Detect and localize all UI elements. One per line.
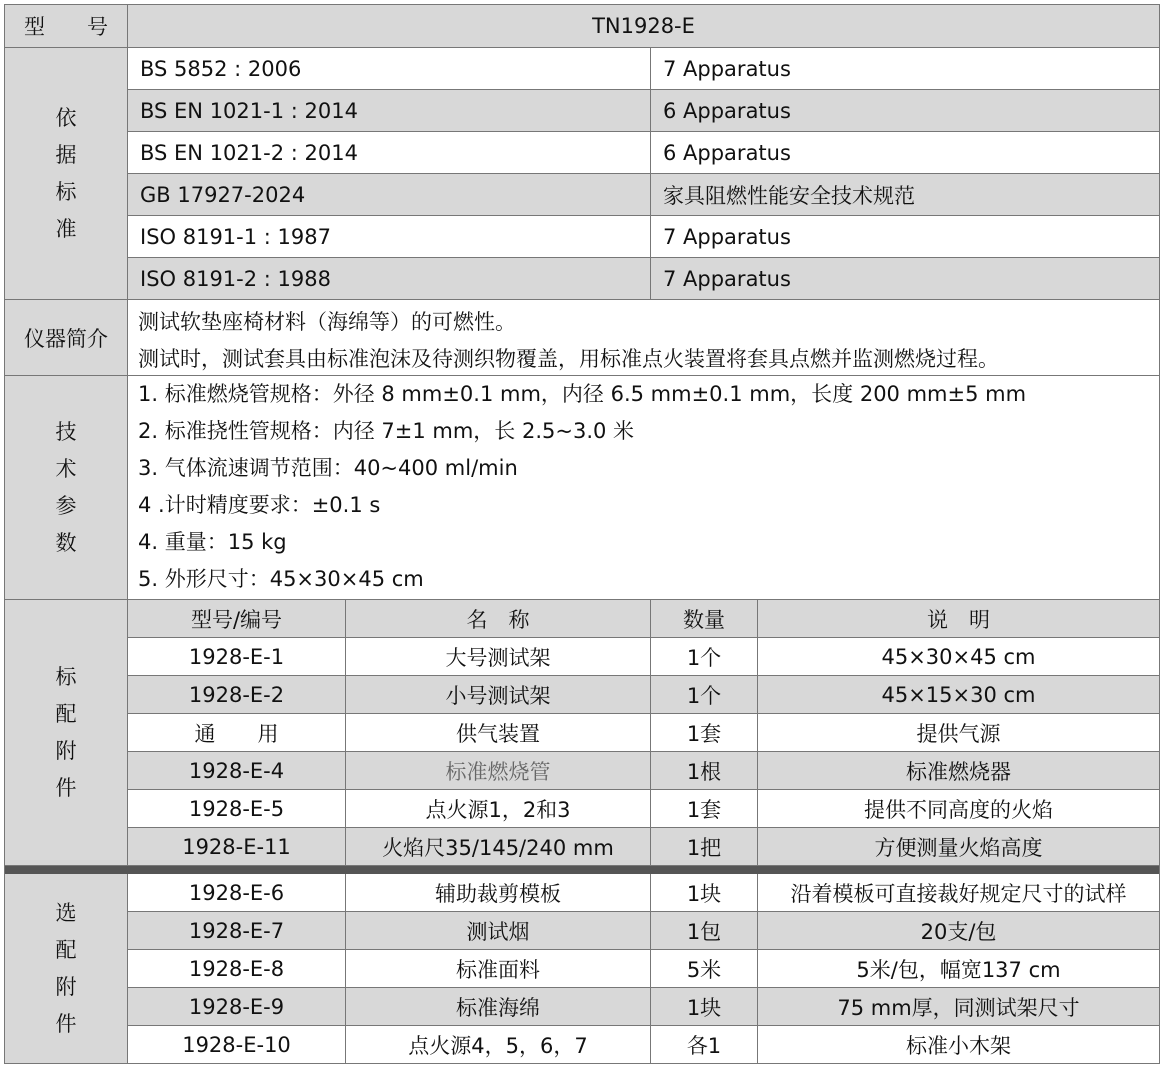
- accessory-row: [128, 827, 1159, 865]
- accessory-model: 1928-E-9: [188, 994, 285, 1019]
- param-line: 4 .计时精度要求：±0.1 s: [138, 493, 381, 517]
- standards-label-char: 依: [55, 105, 77, 130]
- accessory-qty: 1根: [650, 752, 757, 789]
- accessory-model: 1928-E-1: [188, 644, 285, 669]
- standard-row: [128, 257, 1159, 299]
- standards-label-char: 准: [55, 216, 77, 241]
- accessory-name: 大号测试架: [345, 638, 650, 675]
- accessory-name: 供气装置: [345, 714, 650, 751]
- accessory-name: 小号测试架: [345, 676, 650, 713]
- accessory-row: [128, 911, 1159, 949]
- standards-label-char: 标: [55, 179, 77, 204]
- params-label-char: 数: [55, 530, 77, 555]
- model-value: TN1928-E: [592, 14, 695, 38]
- model-label: 型 号: [5, 5, 128, 47]
- standard-row: [128, 173, 1159, 215]
- accessory-row: [128, 789, 1159, 827]
- std-accessories-label-char: 标: [55, 664, 77, 689]
- section-separator: [4, 866, 1160, 874]
- opt-accessories-label-char: 配: [55, 937, 77, 962]
- standards-block: [4, 48, 1160, 300]
- accessory-name: 辅助裁剪模板: [345, 874, 650, 911]
- standard-clause: 7 Apparatus: [650, 216, 1159, 257]
- standard-row: [128, 215, 1159, 257]
- params-label-char: 参: [55, 493, 77, 518]
- accessory-model: 通 用: [194, 721, 279, 746]
- standard-name: BS EN 1021-1 : 2014: [140, 98, 358, 123]
- accessory-model: 1928-E-7: [188, 918, 285, 943]
- accessory-qty: 1包: [650, 912, 757, 949]
- std-accessories-label-char: 件: [55, 775, 77, 800]
- accessory-desc: 方便测量火焰高度: [757, 828, 1159, 865]
- accessory-desc: 75 mm厚，同测试架尺寸: [757, 988, 1159, 1025]
- standard-row: [128, 131, 1159, 173]
- standard-clause: 6 Apparatus: [650, 90, 1159, 131]
- accessory-header-row: [128, 600, 1159, 637]
- accessory-model: 1928-E-11: [182, 834, 291, 859]
- accessory-qty: 1把: [650, 828, 757, 865]
- accessory-name: 标准燃烧管: [345, 752, 650, 789]
- accessory-qty: 1个: [650, 638, 757, 675]
- intro-label: 仪器简介: [5, 300, 128, 375]
- accessory-row: [128, 751, 1159, 789]
- standard-name: ISO 8191-1 : 1987: [140, 224, 331, 249]
- param-line: 5. 外形尺寸：45×30×45 cm: [138, 567, 424, 591]
- spec-table: [4, 4, 1160, 1064]
- param-line: 4. 重量：15 kg: [138, 530, 287, 554]
- accessory-desc: 45×15×30 cm: [757, 676, 1159, 713]
- accessory-desc: 45×30×45 cm: [757, 638, 1159, 675]
- accessory-qty: 5米: [650, 950, 757, 987]
- accessory-qty: 各1: [650, 1026, 757, 1063]
- intro-line: 测试软垫座椅材料（海绵等）的可燃性。: [138, 310, 516, 334]
- opt-accessories-label-char: 件: [55, 1011, 77, 1036]
- header-qty: 数量: [650, 600, 757, 637]
- standard-row: [128, 89, 1159, 131]
- opt-accessories-label: [5, 874, 128, 1063]
- accessory-desc: 20支/包: [757, 912, 1159, 949]
- accessory-desc: 5米/包，幅宽137 cm: [757, 950, 1159, 987]
- accessory-row: [128, 949, 1159, 987]
- accessory-row: [128, 713, 1159, 751]
- accessory-name: 标准面料: [345, 950, 650, 987]
- opt-accessories-label-char: 附: [55, 974, 77, 999]
- accessory-qty: 1套: [650, 714, 757, 751]
- standard-name: ISO 8191-2 : 1988: [140, 266, 331, 291]
- standard-name: BS EN 1021-2 : 2014: [140, 140, 358, 165]
- intro-block: [4, 300, 1160, 376]
- accessory-model: 1928-E-5: [188, 796, 285, 821]
- accessory-model: 1928-E-6: [188, 880, 285, 905]
- accessory-model: 1928-E-4: [188, 758, 285, 783]
- opt-accessories-label-char: 选: [55, 900, 77, 925]
- accessory-row: [128, 637, 1159, 675]
- param-line: 2. 标准挠性管规格：内径 7±1 mm，长 2.5~3.0 米: [138, 419, 635, 443]
- standards-label-char: 据: [55, 142, 77, 167]
- accessory-desc: 标准燃烧器: [757, 752, 1159, 789]
- accessory-desc: 提供不同高度的火焰: [757, 790, 1159, 827]
- accessory-name: 点火源1，2和3: [345, 790, 650, 827]
- accessory-row: [128, 987, 1159, 1025]
- std-accessories-block: [4, 600, 1160, 866]
- standard-name: GB 17927-2024: [140, 182, 306, 207]
- accessory-row: [128, 874, 1159, 911]
- accessory-name: 测试烟: [345, 912, 650, 949]
- accessory-name: 火焰尺35/145/240 mm: [345, 828, 650, 865]
- accessory-desc: 沿着模板可直接裁好规定尺寸的试样: [757, 874, 1159, 911]
- accessory-row: [128, 1025, 1159, 1063]
- accessory-model: 1928-E-2: [188, 682, 285, 707]
- model-block: [4, 4, 1160, 48]
- std-accessories-label-char: 附: [55, 738, 77, 763]
- std-accessories-label-char: 配: [55, 701, 77, 726]
- params-label: [5, 376, 128, 599]
- param-line: 3. 气体流速调节范围：40~400 ml/min: [138, 456, 518, 480]
- accessory-qty: 1套: [650, 790, 757, 827]
- header-model: 型号/编号: [190, 607, 283, 632]
- accessory-desc: 提供气源: [757, 714, 1159, 751]
- accessory-row: [128, 675, 1159, 713]
- accessory-model: 1928-E-10: [182, 1032, 291, 1057]
- param-line: 1. 标准燃烧管规格：外径 8 mm±0.1 mm，内径 6.5 mm±0.1 mm，长度 200 mm±5 mm: [138, 382, 1027, 406]
- standards-label: [5, 48, 128, 299]
- header-desc: 说 明: [757, 600, 1159, 637]
- accessory-model: 1928-E-8: [188, 956, 285, 981]
- header-name: 名 称: [345, 600, 650, 637]
- standard-clause: 7 Apparatus: [650, 48, 1159, 89]
- accessory-qty: 1块: [650, 874, 757, 911]
- standard-clause: 家具阻燃性能安全技术规范: [650, 174, 1159, 215]
- standard-name: BS 5852 : 2006: [140, 56, 302, 81]
- accessory-desc: 标准小木架: [757, 1026, 1159, 1063]
- accessory-name: 标准海绵: [345, 988, 650, 1025]
- opt-accessories-block: [4, 874, 1160, 1064]
- accessory-qty: 1块: [650, 988, 757, 1025]
- intro-line: 测试时，测试套具由标准泡沫及待测织物覆盖，用标准点火装置将套具点燃并监测燃烧过程。: [138, 347, 999, 371]
- params-label-char: 技: [55, 419, 77, 444]
- accessory-name: 点火源4，5，6，7: [345, 1026, 650, 1063]
- std-accessories-label: [5, 600, 128, 865]
- accessory-qty: 1个: [650, 676, 757, 713]
- standard-clause: 7 Apparatus: [650, 258, 1159, 299]
- standard-clause: 6 Apparatus: [650, 132, 1159, 173]
- params-block: [4, 376, 1160, 600]
- standard-row: [128, 48, 1159, 89]
- params-label-char: 术: [55, 456, 77, 481]
